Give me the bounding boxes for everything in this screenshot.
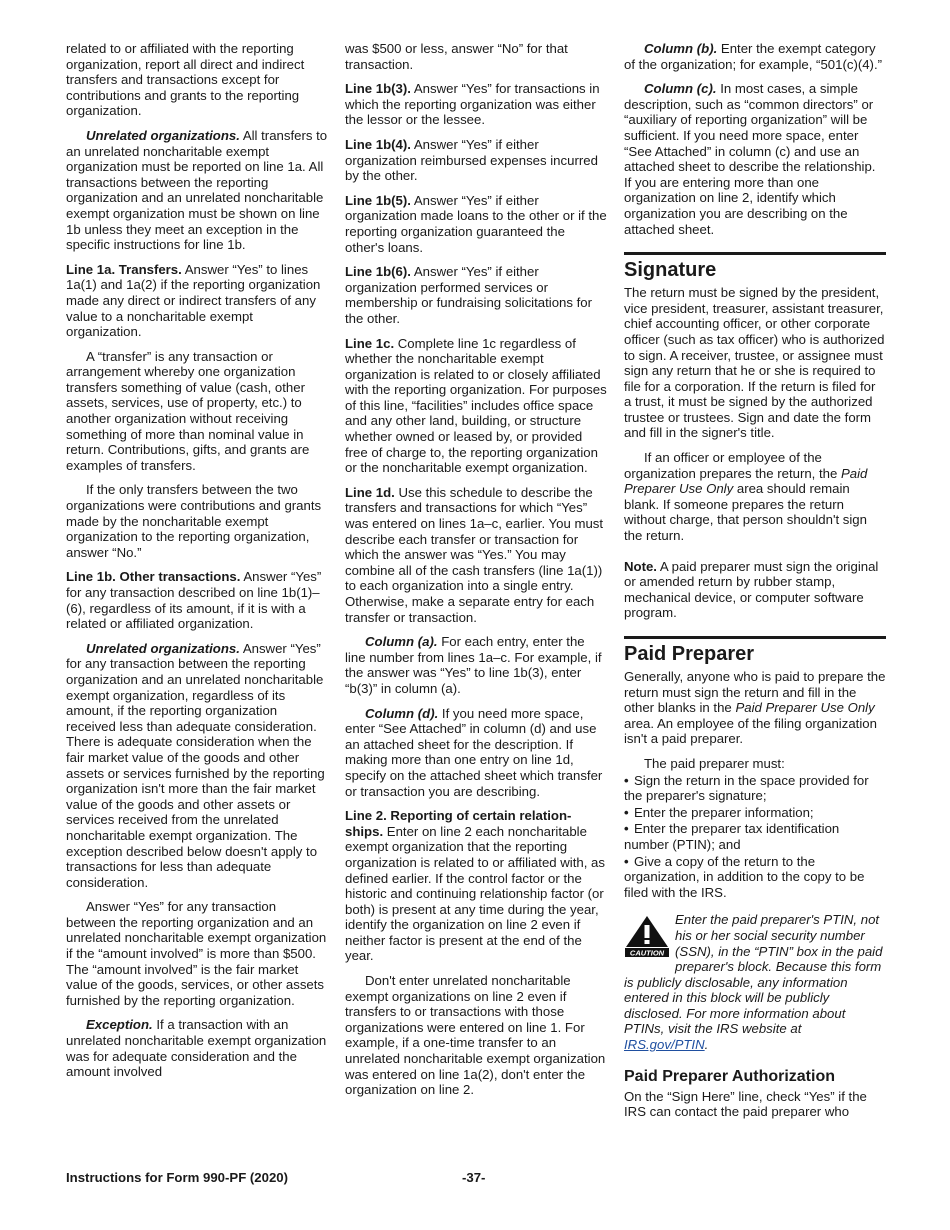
note-paragraph: Note. A paid preparer must sign the original or amended return by rubber stamp, mechanical device, or computer software program. bbox=[624, 558, 879, 621]
run-in-heading: Line 1b(3). bbox=[345, 81, 411, 97]
run-in-heading: Unrelated organizations. bbox=[86, 127, 240, 143]
list-item: • Sign the return in the space provided for the preparer's signature; bbox=[624, 772, 869, 804]
paragraph: Line 1c. Complete line 1c regardless of whether the noncharitable exempt organization is related to or closely affiliated with the reporting organization. For purposes of this line, “facilities” includes office space and any other land, building, or structure whether owned or leased by, or provided free of charge to, the reporting organization or the noncharitable exempt organization. bbox=[345, 335, 607, 476]
paid-preparer-heading: Paid Preparer bbox=[624, 643, 755, 665]
paragraph: Column (c). In most cases, a simple description, such as “common directors” or “auxiliary of reporting organization” will be sufficient. If you need more space, enter “See Attached” in column (c) and use an attached sheet to describe the relationship. If you are entering more than one organization on line 2, identify which organization you are describing on the attached sheet. bbox=[624, 81, 876, 237]
paragraph: A “transfer” is any transaction or arrangement whereby one organization transfers something of value (cash, other assets, services, use of property, etc.) to another organization without receiving something of more than nominal value in return. Contributions, gifts, and grants are examples of transfers. bbox=[66, 348, 310, 473]
column-1 bbox=[66, 41, 328, 1089]
paragraph: Line 1b(3). Answer “Yes” for transactions in which the reporting organization was either the lessor or the lessee. bbox=[345, 81, 600, 128]
irs-ptin-link[interactable]: IRS.gov/PTIN bbox=[624, 1037, 705, 1053]
paragraph: Line 1b(5). Answer “Yes” if either organization made loans to the other or if the reporting organization guaranteed the other's loans. bbox=[345, 192, 607, 255]
run-in-heading: Note. bbox=[624, 558, 657, 574]
run-in-heading: Column (b). bbox=[644, 41, 718, 56]
paragraph: Unrelated organizations. Answer “Yes” for any transaction between the reporting organization and an unrelated noncharitable exempt organization, regardless of its amount, if the reporting organization received less than adequate consideration. There is adequate consideration when the fair market value of the goods and other assets or services furnished by the reporting organization isn't more than the fair market value of the goods and other assets or services received from the unrelated noncharitable exempt organization. The exception described below doesn't apply to transactions for less than adequate consideration. bbox=[66, 640, 325, 890]
paragraph: If an officer or employee of the organization prepares the return, the Paid Preparer Use Only area should remain blank. If someone prepares the return without charge, that person shouldn't sign the return. bbox=[624, 450, 868, 544]
paragraph: The paid preparer must: bbox=[644, 755, 785, 771]
section-divider bbox=[624, 252, 886, 255]
run-in-heading: Line 1b(4). bbox=[345, 136, 411, 152]
bullet-icon: • bbox=[624, 772, 629, 788]
paid-preparer-authorization-heading: Paid Preparer Authorization bbox=[624, 1067, 835, 1085]
paragraph: Answer “Yes” for any transaction between the reporting organization and an unrelated noncharitable exempt organization if the “amount involved” is more than $500. The “amount involved” is the fair market value of the goods, services, or other assets furnished by the reporting organization. bbox=[66, 899, 327, 1008]
paragraph: was $500 or less, answer “No” for that transaction. bbox=[345, 41, 568, 72]
caution-icon bbox=[624, 914, 670, 962]
paragraph: Line 1b(6). Answer “Yes” if either organization performed services or membership or fundraising solicitations for the other. bbox=[345, 264, 593, 326]
paragraph: On the “Sign Here” line, check “Yes” if the IRS can contact the paid preparer who bbox=[624, 1088, 867, 1120]
paragraph: Don't enter unrelated noncharitable exempt organizations on line 2 even if transfers to or transactions with those organizations were entered on line 1. For example, if a one-time transfer to an unrelated noncharitable exempt organization was entered on line 1a(2), don't enter the organization on line 2. bbox=[345, 973, 606, 1098]
paragraph: Generally, anyone who is paid to prepare the return must sign the return and fill in the other blanks in the Paid Preparer Use Only area. An employee of the filing organization isn't a paid preparer. bbox=[624, 669, 886, 747]
run-in-heading: Line 1c. bbox=[345, 335, 395, 351]
run-in-heading: Line 1b(5). bbox=[345, 192, 411, 208]
footer-form-title: Instructions for Form 990-PF (2020) bbox=[66, 1170, 289, 1185]
caution-block: CAUTION Enter the paid preparer's PTIN, not his or her social security number (SSN), in the “PTIN” box in the paid preparer's block. Because this form is publicly disclosable, any information entered in this block will be publicly disclosed. For more information about PTINs, visit the IRS website at IRS.gov/PTIN. bbox=[624, 912, 883, 1053]
paragraph: related to or affiliated with the reporting organization, report all direct and indirect transfers and transactions except for contributions and grants to the reporting organization. bbox=[66, 41, 305, 119]
run-in-heading: Line 2. Reporting of certain relation-ships. bbox=[345, 808, 572, 839]
paragraph: If the only transfers between the two organizations were contributions and grants made by the noncharitable exempt organization to the reporting organization, answer “No.” bbox=[66, 482, 322, 560]
column-2 bbox=[345, 41, 607, 1107]
bullet-icon: • bbox=[624, 853, 629, 869]
run-in-heading: Unrelated organizations. bbox=[86, 640, 240, 656]
bullet-icon: • bbox=[624, 804, 629, 820]
list-item: • Enter the preparer information; bbox=[624, 804, 814, 820]
paragraph: Exception. If a transaction with an unrelated noncharitable exempt organization was for adequate consideration and the amount involved bbox=[66, 1017, 327, 1080]
run-in-heading: Column (d). bbox=[365, 705, 439, 721]
paragraph: Column (a). For each entry, enter the line number from lines 1a–c. For example, if the answer was “Yes” to line 1b(3), enter “b(3)” in column (a). bbox=[345, 634, 602, 696]
paragraph: Column (d). If you need more space, enter “See Attached” in column (d) and use an attached sheet for the description. If making more than one entry on line 1d, specify on the attached sheet which transfer or transaction you are describing. bbox=[345, 705, 603, 799]
warning-triangle-icon bbox=[624, 914, 670, 958]
list-item: • Give a copy of the return to the organization, in addition to the copy to be filed with the IRS. bbox=[624, 853, 865, 900]
paragraph: Line 1d. Use this schedule to describe the transfers and transactions for which “Yes” was entered on lines 1a–c, earlier. You must describe each transfer or transaction for which the answer was “Yes.” You may combine all of the cash transfers (line 1a(1)) to each organization into a single entry. Otherwise, make a separate entry for each transfer or transaction. bbox=[345, 484, 604, 625]
run-in-heading: Column (a). bbox=[365, 634, 438, 650]
paragraph: Line 2. Reporting of certain relation-ships. Enter on line 2 each noncharitable exempt organization that the reporting organization is related to or affiliated with, as defined earlier. If the control factor or the historic and continuing relationship factor (or both) is present at any time during the year, identify the organization on line 2 even if neither factor is present at the end of the year. bbox=[345, 808, 605, 964]
run-in-heading: Line 1b(6). bbox=[345, 264, 411, 280]
bullet-icon: • bbox=[624, 821, 629, 837]
list-item: • Enter the preparer tax identification number (PTIN); and bbox=[624, 821, 840, 852]
paragraph: The return must be signed by the president, vice president, treasurer, assistant treasurer, chief accounting officer, or other corporate officer (such as tax officer) who is authorized to sign. A receiver, trustee, or assignee must sign any return that he or she is required to file for a corporation. If the return is filed for a trust, it must be signed by the authorized trustee or trustees. Sign and date the form and fill in the signer's title. bbox=[624, 285, 885, 441]
page-number: -37- bbox=[462, 1170, 486, 1185]
paragraph: Line 1a. Transfers. Answer “Yes” to lines 1a(1) and 1a(2) if the reporting organization made any direct or indirect transfers of any value to a noncharitable exempt organization. bbox=[66, 261, 321, 340]
section-divider bbox=[624, 636, 886, 639]
run-in-heading: Line 1d. bbox=[345, 484, 395, 500]
column-3 bbox=[624, 41, 886, 1129]
signature-heading: Signature bbox=[624, 259, 717, 282]
paragraph: Line 1b(4). Answer “Yes” if either organization reimbursed expenses incurred by the other. bbox=[345, 136, 598, 184]
run-in-heading: Line 1a. Transfers. bbox=[66, 261, 182, 277]
paragraph: Unrelated organizations. All transfers to an unrelated noncharitable exempt organization must be reported on line 1a. All transactions between the reporting organization and an unrelated noncharitable exempt organization must be shown on line 1b unless they meet an exception in the specific instructions for line 1b. bbox=[66, 127, 328, 253]
run-in-heading: Line 1b. Other transactions. bbox=[66, 569, 241, 585]
paragraph: Column (b). Enter the exempt category of the organization; for example, “501(c)(4).” bbox=[624, 41, 883, 72]
paragraph: Line 1b. Other transactions. Answer “Yes” for any transaction described on line 1b(1)–(6), regardless of its amount, if it is with a related or affiliated organization. bbox=[66, 569, 322, 632]
run-in-heading: Column (c). bbox=[644, 81, 717, 97]
run-in-heading: Exception. bbox=[86, 1017, 153, 1033]
caution-label: CAUTION bbox=[629, 948, 665, 958]
